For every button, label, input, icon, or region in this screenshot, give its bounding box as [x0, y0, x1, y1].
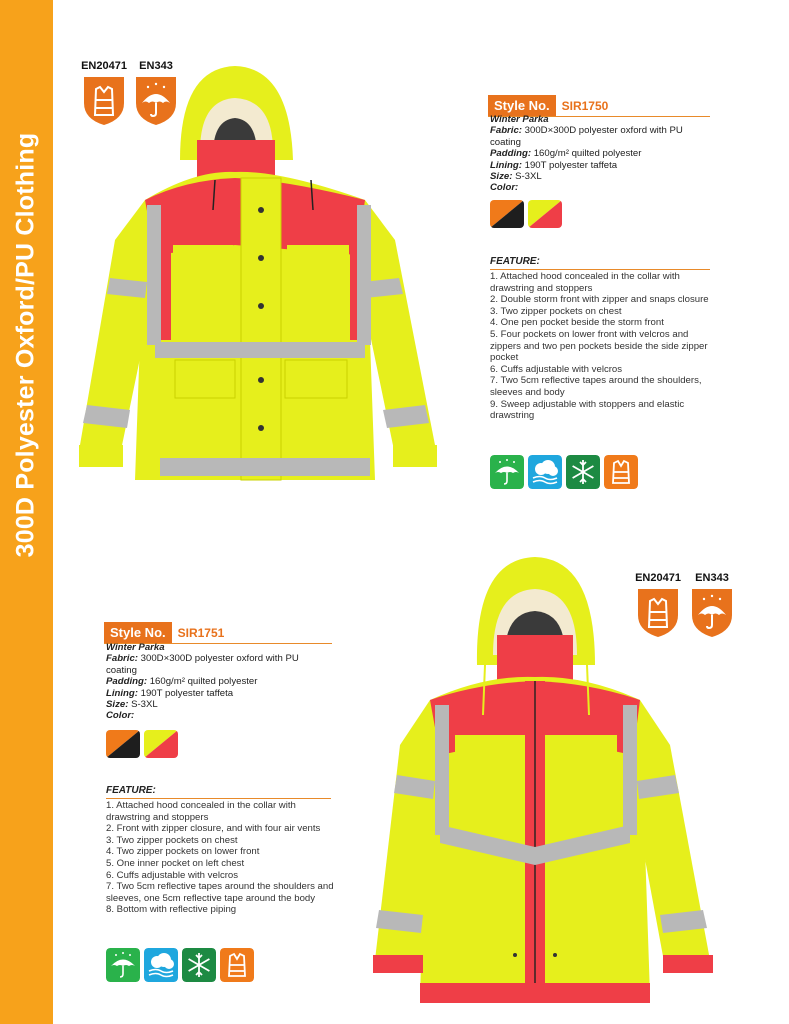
color-swatch-yellow-red [528, 200, 562, 228]
jacket-sir1751-image [365, 555, 725, 1010]
feature-item: 5. Four pockets on lower front with velcros and zippers and two pen pockets beside the side zipper pocket [490, 328, 708, 364]
windproof-icon [528, 455, 562, 489]
jacket-sir1750-image [75, 60, 445, 500]
padding-value: 160g/m² quilted polyester [149, 676, 258, 688]
fabric-value: 300D×300D polyester oxford with PU coating [106, 653, 299, 676]
waterproof-icon [106, 948, 140, 982]
product-name: Winter Parka [106, 642, 165, 653]
color-label: Color: [490, 182, 519, 194]
feature-item: 7. Two 5cm reflective tapes around the shoulders and sleeves, one 5cm reflective tape around the body [106, 881, 334, 904]
cert-label: EN20471 [81, 60, 127, 72]
style-code: SIR1751 [177, 626, 225, 640]
hi-vis-vest-icon [220, 948, 254, 982]
lining-value: 190T polyester taffeta [140, 687, 234, 699]
fabric-label: Fabric: [106, 653, 138, 665]
feature-item: 3. Two zipper pockets on chest [490, 305, 622, 317]
spec-block-sir1751 [106, 642, 331, 761]
lining-label: Lining: [490, 159, 522, 171]
padding-value: 160g/m² quilted polyester [533, 148, 642, 160]
spec-block-sir1750 [490, 114, 710, 231]
hi-vis-vest-icon [604, 455, 638, 489]
feature-item: 3. Two zipper pockets on chest [106, 834, 238, 846]
color-swatch-orange-black [106, 730, 140, 758]
waterproof-icon [490, 455, 524, 489]
cold-protection-icon [566, 455, 600, 489]
cold-protection-icon [182, 948, 216, 982]
feature-item: 9. Sweep adjustable with stoppers and elastic drawstring [490, 398, 685, 422]
feature-heading: FEATURE: [490, 256, 710, 270]
cert-label: EN20471 [635, 572, 681, 584]
size-label: Size: [490, 171, 513, 183]
style-header-sir1751 [104, 622, 332, 644]
feature-item: 7. Two 5cm reflective tapes around the shoulders, sleeves and body [490, 375, 702, 398]
windproof-icon [144, 948, 178, 982]
fabric-value: 300D×300D polyester oxford with PU coating [490, 125, 683, 148]
feature-item: 2. Double storm front with zipper and snaps closure [490, 294, 709, 306]
feature-list-sir1751 [106, 800, 334, 916]
feature-item: 6. Cuffs adjustable with velcros [490, 363, 623, 375]
style-label: Style No. [104, 622, 172, 643]
product-name: Winter Parka [490, 114, 549, 125]
feature-item: 4. One pen pocket beside the storm front [490, 317, 664, 329]
feature-item: 1. Attached hood concealed in the collar with drawstring and stoppers [490, 271, 680, 294]
color-label: Color: [106, 710, 135, 722]
style-code: SIR1750 [561, 99, 609, 113]
padding-label: Padding: [106, 676, 148, 688]
side-title: 300D Polyester Oxford/PU Clothing [11, 132, 40, 558]
feature-item: 2. Front with zipper closure, and with four air vents [106, 823, 321, 835]
feature-item: 6. Cuffs adjustable with velcros [106, 869, 239, 881]
feature-item: 5. One inner pocket on left chest [106, 857, 245, 869]
fabric-label: Fabric: [490, 125, 522, 137]
feature-item: 8. Bottom with reflective piping [106, 904, 237, 916]
feature-item: 4. Two zipper pockets on lower front [106, 846, 260, 858]
feature-item: 1. Attached hood concealed in the collar with drawstring and stoppers [106, 800, 296, 823]
lining-label: Lining: [106, 687, 138, 699]
cert-label: EN343 [695, 572, 729, 584]
feature-icons-sir1751 [106, 948, 254, 982]
feature-heading: FEATURE: [106, 785, 331, 799]
padding-label: Padding: [490, 148, 532, 160]
feature-list-sir1750 [490, 271, 712, 422]
cert-label: EN343 [139, 60, 173, 72]
size-label: Size: [106, 699, 129, 711]
style-label: Style No. [488, 95, 556, 116]
size-value: S-3XL [515, 171, 542, 183]
color-swatch-yellow-red [144, 730, 178, 758]
size-value: S-3XL [131, 699, 158, 711]
color-swatch-orange-black [490, 200, 524, 228]
feature-icons-sir1750 [490, 455, 638, 489]
lining-value: 190T polyester taffeta [524, 159, 618, 171]
